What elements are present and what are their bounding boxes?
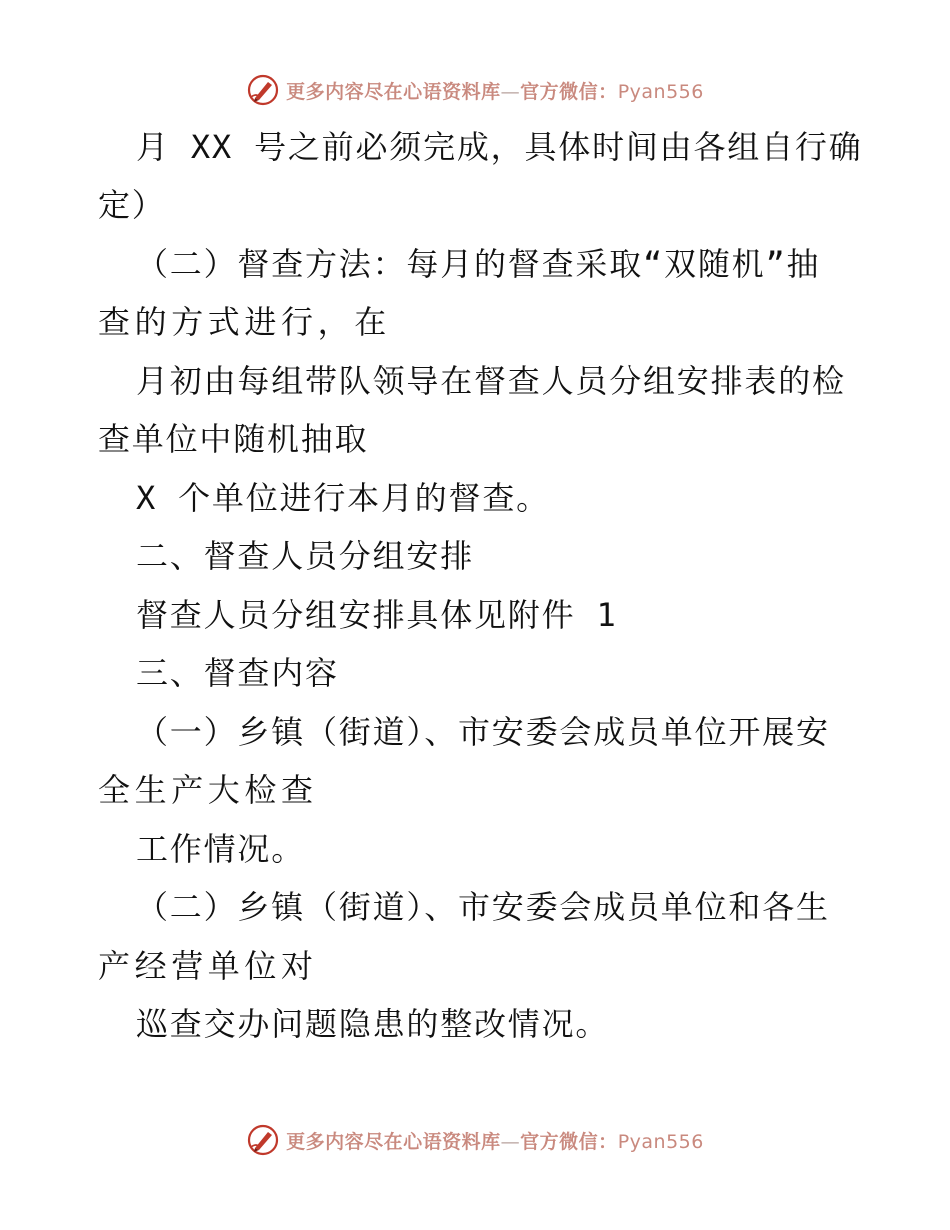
body-line-6: 查单位中随机抽取: [98, 420, 369, 458]
watermark-text: [286, 77, 704, 104]
body-line-4: 查的方式进行，在: [98, 303, 391, 341]
watermark-wechat-label: 官方微信：: [520, 1130, 618, 1153]
body-line-1: 月 XX 号之前必须完成，具体时间由各组自行确: [136, 128, 863, 166]
body-line-9: 督查人员分组安排具体见附件 1: [136, 596, 618, 634]
footer-watermark: [0, 1120, 950, 1160]
body-line-5: 月初由每组带队领导在督查人员分组安排表的检: [136, 362, 846, 400]
watermark-dash: —: [500, 80, 521, 103]
section-heading-2: 二、督查人员分组安排: [136, 537, 475, 575]
watermark-brand: 更多内容尽在心语资料库: [286, 80, 501, 103]
watermark-text: [286, 1127, 704, 1154]
body-line-3: （二）督查方法：每月的督查采取“双随机”抽: [136, 245, 821, 283]
watermark-brand: 更多内容尽在心语资料库: [286, 1130, 501, 1153]
body-line-12: 全生产大检查: [98, 771, 318, 809]
section-heading-3: 三、督查内容: [136, 654, 339, 692]
watermark-dash: —: [500, 1130, 521, 1153]
body-line-13: 工作情况。: [136, 830, 306, 868]
body-line-7: X 个单位进行本月的督查。: [136, 479, 550, 517]
body-line-15: 产经营单位对: [98, 947, 318, 985]
header-watermark: [0, 70, 950, 110]
watermark-wechat-label: 官方微信：: [520, 80, 618, 103]
body-line-16: 巡查交办问题隐患的整改情况。: [136, 1005, 610, 1043]
watermark-account: Pyan556: [617, 1130, 704, 1153]
quill-pen-logo-icon: [246, 73, 280, 107]
watermark-account: Pyan556: [617, 80, 704, 103]
quill-pen-logo-icon: [246, 1123, 280, 1157]
body-line-11: （一）乡镇（街道）、市安委会成员单位开展安: [136, 713, 830, 751]
body-line-14: （二）乡镇（街道）、市安委会成员单位和各生: [136, 888, 830, 926]
body-line-2: 定）: [98, 186, 166, 224]
